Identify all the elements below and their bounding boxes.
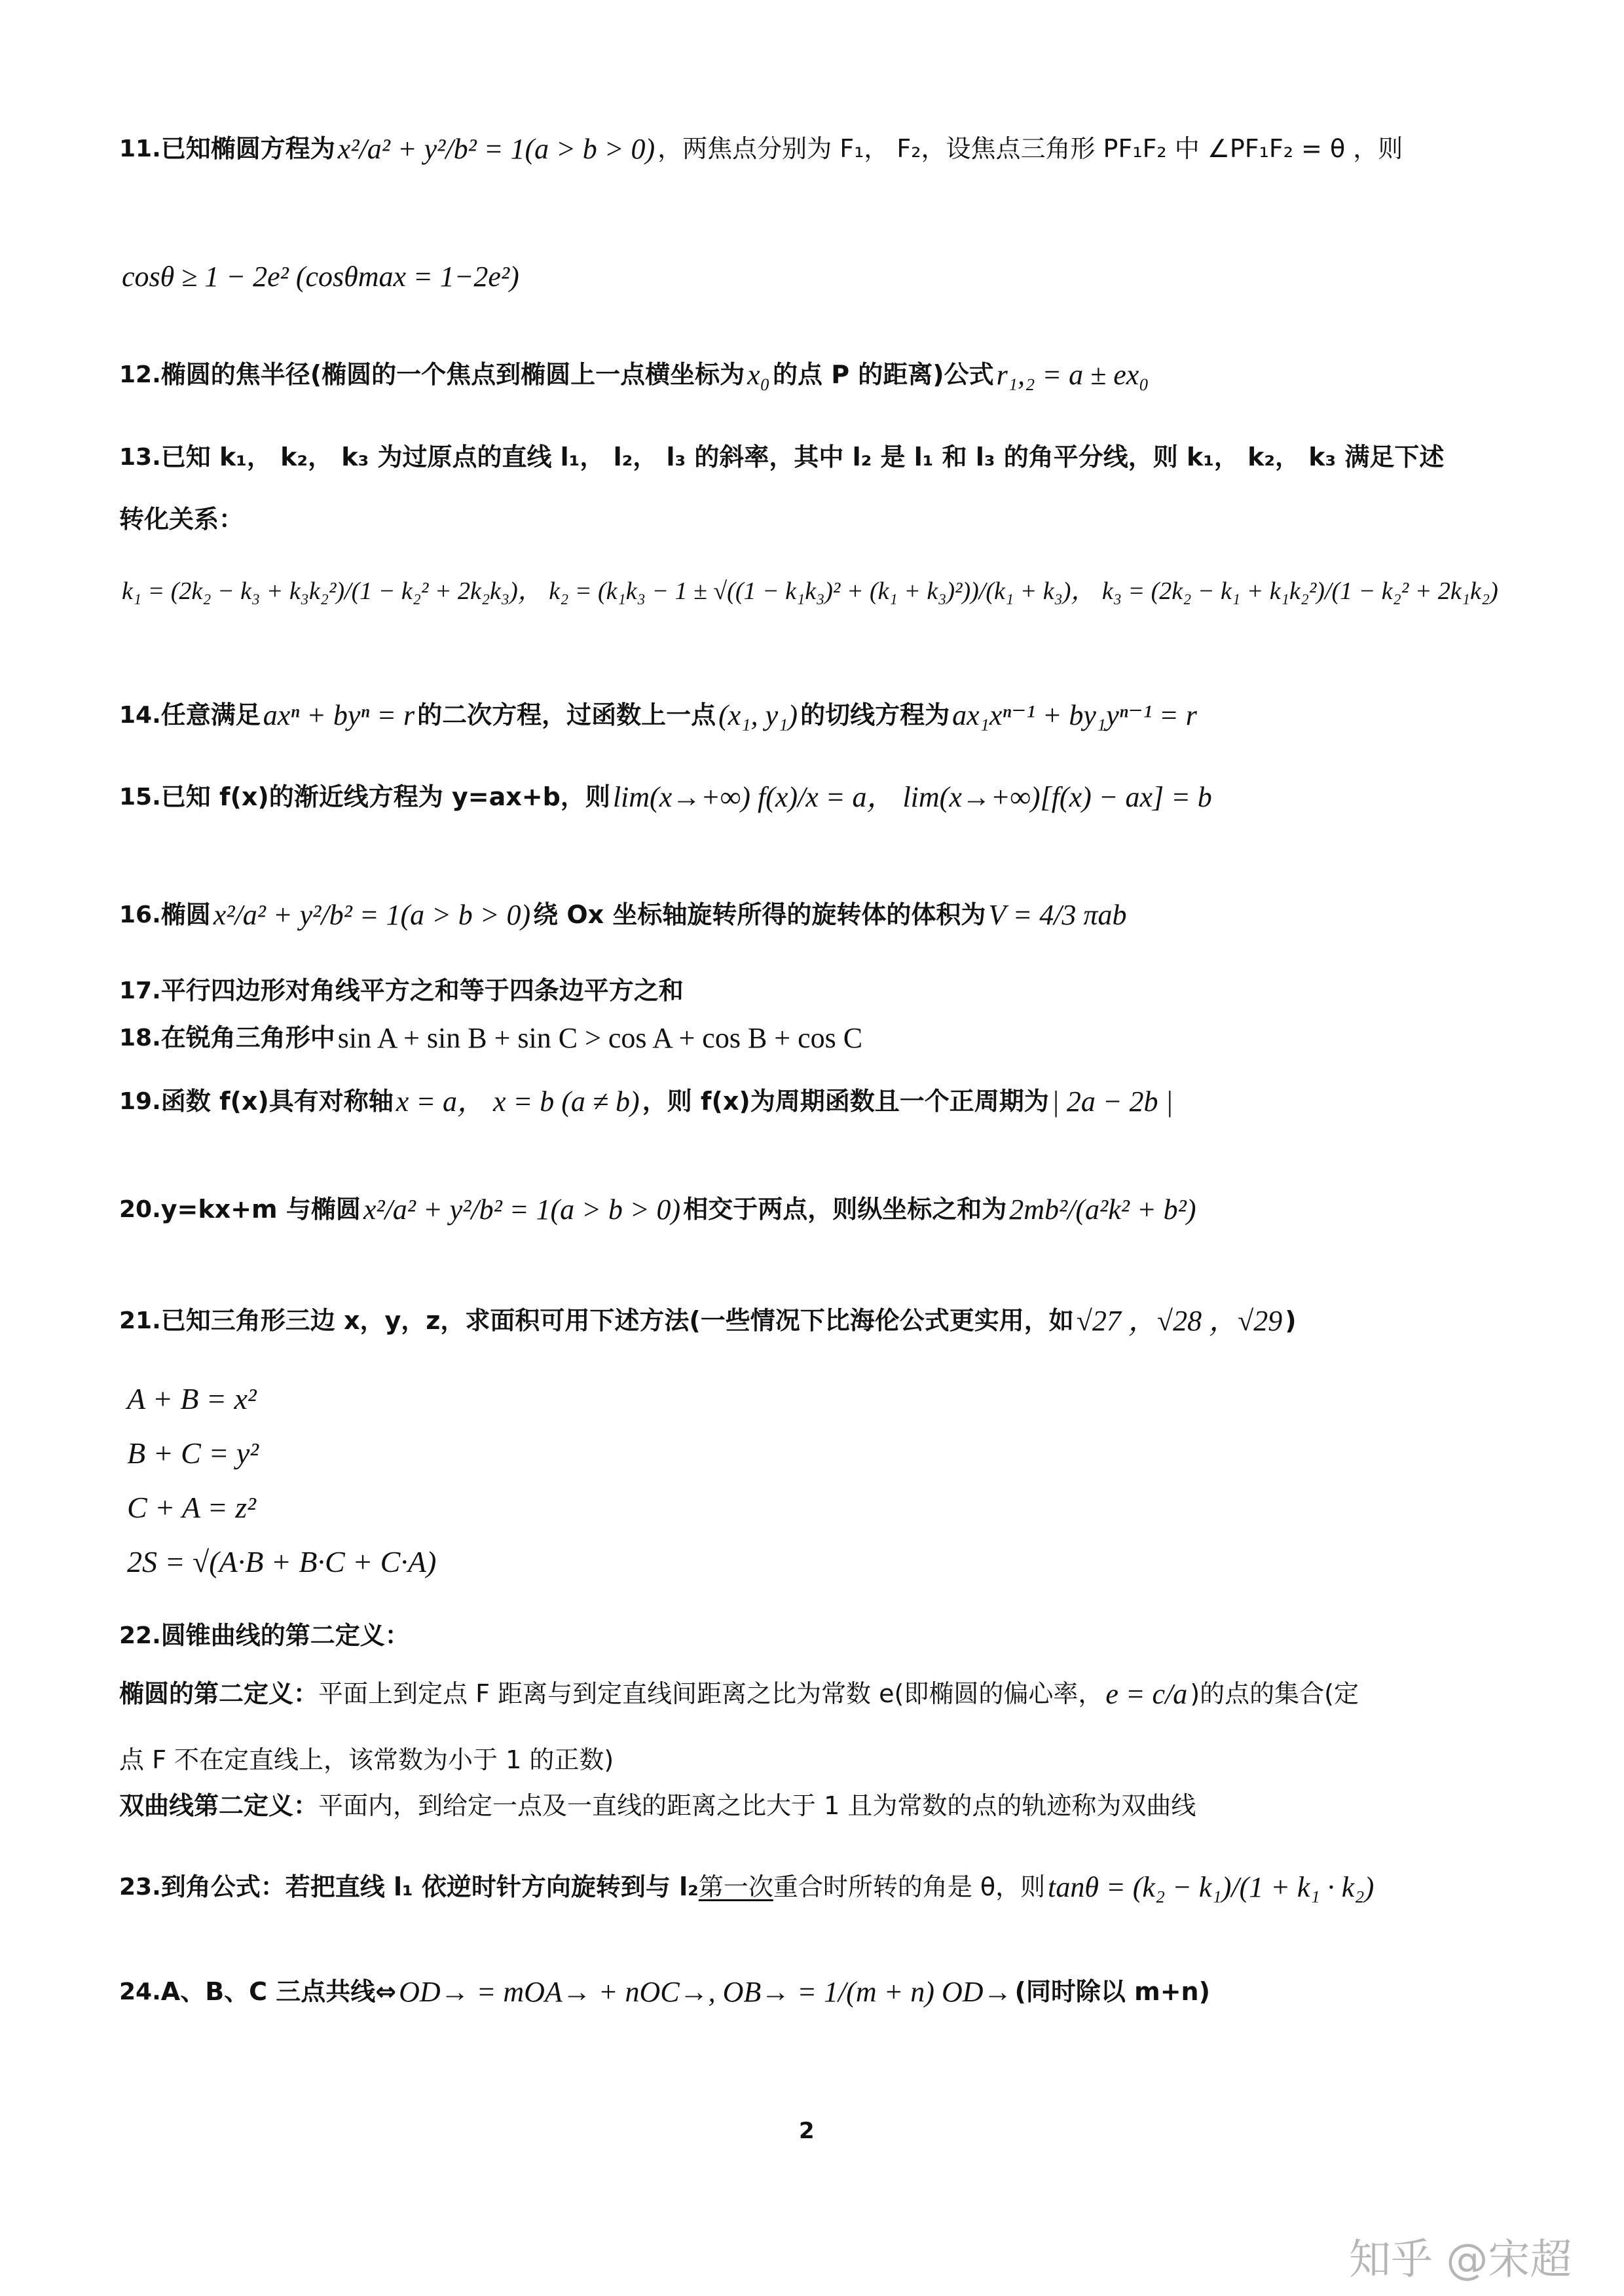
- formula: V = 4/3 πab: [988, 899, 1127, 931]
- item-text: 椭圆: [160, 900, 211, 929]
- item-number: 21.: [119, 1307, 161, 1334]
- item-18: [119, 1020, 1526, 1056]
- item-text: 函数 f(x)具有对称轴: [160, 1086, 394, 1116]
- item-16: [119, 897, 1526, 933]
- item-text: 已知 k₁， k₂， k₃ 为过原点的直线 l₁， l₂， l₃ 的斜率，其中 l₂ 是 l₁ 和 l₃ 的角平分线，则 k₁， k₂， k₃ 满足下述: [160, 443, 1445, 471]
- item-text: 的点 P 的距离)公式: [772, 359, 994, 389]
- item-17: [119, 975, 1526, 1007]
- formula: x²/a² + y²/b² = 1(a > b > 0): [337, 133, 655, 165]
- item-13-cont: [119, 504, 1526, 536]
- ellipse-second-definition-cont: [119, 1745, 1526, 1776]
- item-13: [119, 442, 1526, 473]
- formula: cosθ ≥ 1 − 2e² (cosθmax = 1−2e²): [122, 261, 519, 293]
- formula: C + A = z²: [127, 1491, 256, 1524]
- item-number: 13.: [119, 444, 161, 471]
- definition-label: 双曲线第二定义：: [119, 1791, 319, 1820]
- formula: sin A + sin B + sin C > cos A + cos B + cos C: [337, 1022, 863, 1054]
- item-text: 平行四边形对角线平方之和等于四条边平方之和: [160, 976, 684, 1005]
- item-text: ，则 f(x)为周期函数且一个正周期为: [642, 1086, 1049, 1116]
- item-20: [119, 1192, 1526, 1228]
- item-14: [119, 697, 1526, 733]
- item-text: 平面内，到给定一点及一直线的距离之比大于 1 且为常数的点的轨迹称为双曲线: [318, 1791, 1196, 1820]
- formula: | 2a − 2b |: [1051, 1085, 1173, 1118]
- formula: x = a， x = b (a ≠ b): [396, 1085, 640, 1118]
- item-text: 的切线方程为: [800, 700, 950, 729]
- item-text: 已知椭圆方程为: [160, 134, 335, 163]
- watermark: 知乎 @宋超: [1349, 2236, 1572, 2284]
- formula: 2mb²/(a²k² + b²): [1009, 1194, 1196, 1226]
- item-text: 相交于两点，则纵坐标之和为: [683, 1194, 1007, 1224]
- item-number: 22.: [119, 1622, 161, 1650]
- item-text: )的点的集合(定: [1190, 1679, 1359, 1708]
- item-number: 19.: [119, 1088, 161, 1115]
- hyperbola-second-definition: [119, 1791, 1526, 1822]
- item-text: 到角公式：若把直线 l₁ 依逆时针方向旋转到与 l₂: [160, 1872, 699, 1901]
- item-text: ，两焦点分别为 F₁， F₂，设焦点三角形 PF₁F₂ 中 ∠PF₁F₂ = θ ，则: [657, 134, 1403, 163]
- item-text: 已知三角形三边 x，y，z，求面积可用下述方法(一些情况下比海伦公式更实用，如: [160, 1305, 1074, 1335]
- item-11: [119, 131, 1526, 167]
- item-number: 15.: [119, 784, 161, 811]
- formula: r₁,₂ = a ± ex₀: [996, 359, 1149, 391]
- page-number: 2: [799, 2118, 815, 2144]
- ellipse-second-definition: [119, 1676, 1526, 1712]
- formula: OD→ = mOA→ + nOC→, OB→ = 1/(m + n) OD→: [399, 1976, 1012, 2008]
- formula: 2S = √(A·B + B·C + C·A): [127, 1545, 437, 1578]
- formula: √27 ，√28 ，√29: [1076, 1305, 1283, 1337]
- item-text: 绕 Ox 坐标轴旋转所得的旋转体的体积为: [533, 900, 986, 929]
- item-number: 16.: [119, 902, 161, 928]
- item-number: 12.: [119, 361, 161, 388]
- formula: A + B = x²: [127, 1382, 257, 1415]
- formula: x²/a² + y²/b² = 1(a > b > 0): [213, 899, 531, 931]
- item-number: 18.: [119, 1025, 161, 1051]
- item-text: ): [1285, 1305, 1297, 1335]
- definition-label: 椭圆的第二定义：: [119, 1679, 319, 1708]
- formula: axⁿ + byⁿ = r: [263, 699, 415, 731]
- item-text: 椭圆的焦半径(椭圆的一个焦点到椭圆上一点横坐标为: [160, 359, 745, 389]
- item-text: 已知 f(x)的渐近线方程为 y=ax+b，则: [160, 782, 610, 811]
- formula: B + C = y²: [127, 1436, 259, 1470]
- item-21: [119, 1303, 1526, 1339]
- item-text: 平面上到定点 F 距离与到定直线间距离之比为常数 e(即椭圆的偏心率，: [318, 1679, 1103, 1708]
- item-text: 点 F 不在定直线上，该常数为小于 1 的正数): [119, 1745, 614, 1774]
- item-text: 重合时所转的角是 θ，则: [773, 1872, 1046, 1901]
- formula: (x₁, y₁): [718, 699, 798, 731]
- item-text: 转化关系：: [119, 505, 244, 534]
- item-11-cont: [119, 259, 1526, 295]
- item-number: 20.: [119, 1196, 161, 1223]
- item-number: 17.: [119, 977, 161, 1005]
- item-number: 14.: [119, 702, 161, 729]
- item-22: [119, 1620, 1526, 1652]
- item-13-formulas: [119, 576, 1526, 608]
- formula: ax₁xⁿ⁻¹ + by₁yⁿ⁻¹ = r: [952, 699, 1197, 731]
- item-text: 在锐角三角形中: [160, 1023, 335, 1052]
- item-text: 任意满足: [160, 700, 261, 729]
- formula: x²/a² + y²/b² = 1(a > b > 0): [363, 1194, 681, 1226]
- item-text: y=kx+m 与椭圆: [160, 1194, 361, 1224]
- item-number: 23.: [119, 1874, 161, 1901]
- formula: k₁ = (2k₂ − k₃ + k₃k₂²)/(1 − k₂² + 2k₂k₃)， k₂ = (k₁k₃ − 1 ± √((1 − k₁k₃)² + (k₁ + k₃)²))/(k₁ + k₃)， k₃ = (2k₂ − k₁ + k₁k₂²)/(1 − k₂² + 2k₁k₂): [122, 577, 1498, 605]
- item-19: [119, 1084, 1526, 1120]
- item-number: 11.: [119, 136, 161, 162]
- item-15: [119, 779, 1526, 815]
- item-number: 24.: [119, 1978, 161, 2005]
- formula: x₀: [747, 359, 770, 391]
- item-text: 圆锥曲线的第二定义：: [160, 1621, 410, 1650]
- item-21-system: [124, 1381, 439, 1579]
- underlined-text: 第一次: [698, 1872, 773, 1901]
- formula: e = c/a: [1105, 1678, 1188, 1710]
- item-12: [119, 357, 1526, 393]
- item-text: 的二次方程，过函数上一点: [417, 700, 716, 729]
- item-24: [119, 1974, 1526, 2010]
- item-text: (同时除以 m+n): [1014, 1977, 1210, 2006]
- item-23: [119, 1869, 1526, 1905]
- formula: lim(x→+∞) f(x)/x = a， lim(x→+∞)[f(x) − ax] = b: [612, 781, 1212, 813]
- formula: tanθ = (k₂ − k₁)/(1 + k₁ · k₂): [1048, 1871, 1375, 1903]
- item-text: A、B、C 三点共线⇔: [160, 1977, 397, 2006]
